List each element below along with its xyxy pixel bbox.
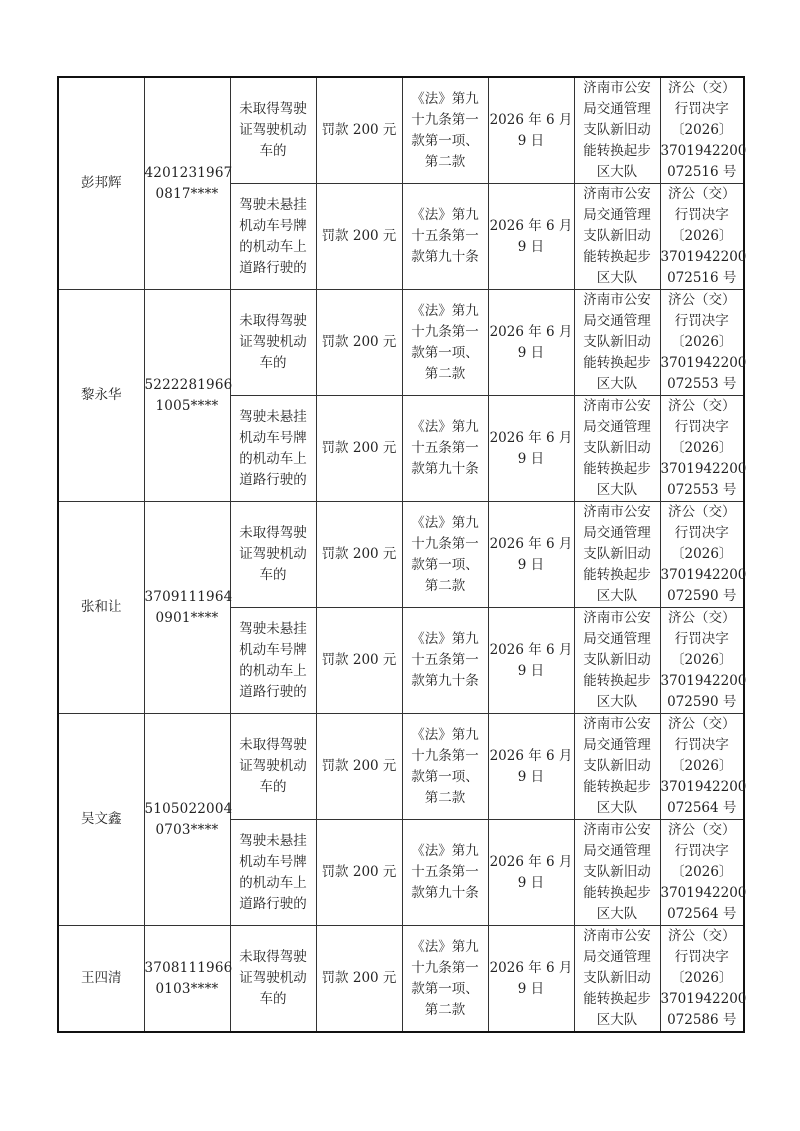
document-number-cell-line: 济公（交） [668,716,736,732]
authority-cell-line: 局交通管理 [583,313,651,329]
person-name-cell: 黎永华 [58,290,144,502]
document-number-cell-line: 3701942200 [660,355,747,371]
table-row [58,502,744,608]
authority-cell-line: 能转换起步 [583,143,651,159]
authority-cell-line: 支队新旧动 [583,122,651,138]
document-number-cell [660,820,747,926]
violation-desc-cell-line: 的机动车上 [239,874,307,891]
violation-desc-cell-line: 车的 [259,567,287,583]
law-basis-cell-line: 《法》第九 [411,843,479,859]
decision-date-cell-line: 9 日 [517,662,545,679]
violation-desc-cell-line: 的机动车上 [239,662,307,679]
authority-cell-line: 济南市公安 [583,610,651,626]
document-number-cell [660,502,747,608]
table-row [58,926,744,1033]
decision-date-cell-line: 2026 年 6 月 [489,747,573,764]
authority-cell-line: 局交通管理 [583,101,651,117]
decision-date-cell-line: 2026 年 6 月 [489,535,573,552]
id-number-cell [144,290,233,502]
document-number-cell-line: 3701942200 [660,885,747,901]
violation-desc-cell [230,926,316,1033]
decision-date-cell [488,290,574,396]
authority-cell-line: 局交通管理 [583,207,651,223]
law-basis-cell-line: 十五条第一 [411,440,479,456]
decision-date-cell-line: 2026 年 6 月 [489,217,573,234]
document-number-cell-line: 〔2026〕 [671,440,733,456]
violation-desc-cell-line: 证驾驶机动 [239,334,307,350]
law-basis-cell [402,502,488,608]
decision-date-cell [488,502,574,608]
violation-desc-cell-line: 机动车号牌 [239,853,307,870]
violation-desc-cell-line: 车的 [259,991,287,1007]
violation-desc-cell-line: 驾驶未悬挂 [239,620,307,637]
decision-date-cell-line: 9 日 [517,980,545,997]
violation-desc-cell-line: 的机动车上 [239,450,307,467]
decision-date-cell [488,184,574,290]
table-row [58,714,744,820]
id-number-cell-line: 3709111964 [144,588,233,605]
violation-desc-cell-line: 未取得驾驶 [239,313,307,329]
authority-cell [574,608,660,714]
law-basis-cell [402,290,488,396]
law-basis-cell-line: 《法》第九 [411,514,479,531]
document-number-cell-line: 济公（交） [668,928,736,944]
law-basis-cell-line: 《法》第九 [411,302,479,319]
violation-desc-cell-line: 道路行驶的 [239,259,307,276]
authority-cell [574,77,660,184]
violation-desc-cell [230,714,316,820]
document-number-cell-line: 〔2026〕 [671,334,733,350]
id-number-cell-line: 0703**** [155,821,219,838]
document-number-cell-line: 3701942200 [660,143,747,159]
id-number-cell-line: 1005**** [155,397,219,414]
authority-cell-line: 济南市公安 [583,80,651,96]
law-basis-cell-line: 《法》第九 [411,419,479,435]
authority-cell-line: 区大队 [596,1012,638,1028]
law-basis-cell-line: 第二款 [424,1001,466,1018]
law-basis-cell-line: 第二款 [424,577,466,594]
law-basis-cell-line: 款第九十条 [411,885,479,901]
authority-cell-line: 区大队 [596,482,638,498]
decision-date-cell-line: 2026 年 6 月 [489,323,573,340]
law-basis-cell-line: 款第九十条 [411,673,479,689]
document-number-cell-line: 行罚决字 [674,843,729,859]
violation-desc-cell-line: 证驾驶机动 [239,546,307,562]
decision-date-cell [488,820,574,926]
law-basis-cell-line: 十五条第一 [411,652,479,668]
decision-date-cell-line: 2026 年 6 月 [489,111,573,128]
law-basis-cell [402,714,488,820]
authority-cell-line: 支队新旧动 [583,228,651,244]
document-number-cell-line: 072564 号 [667,800,737,816]
document-number-cell-line: 〔2026〕 [671,864,733,880]
authority-cell-line: 区大队 [596,376,638,392]
violation-desc-cell-line: 驾驶未悬挂 [239,408,307,425]
authority-cell-line: 济南市公安 [583,822,651,838]
violation-desc-cell-line: 未取得驾驶 [239,949,307,965]
law-basis-cell-line: 款第一项、 [411,132,479,149]
document-number-cell-line: 行罚决字 [674,419,729,435]
law-basis-cell-line: 《法》第九 [411,938,479,955]
violation-desc-cell-line: 证驾驶机动 [239,970,307,986]
document-number-cell-line: 3701942200 [660,779,747,795]
authority-cell-line: 能转换起步 [583,567,651,583]
penalty-cell: 罚款 200 元 [316,714,402,820]
decision-date-cell-line: 9 日 [517,556,545,573]
authority-cell-line: 区大队 [596,588,638,604]
authority-cell-line: 能转换起步 [583,991,651,1007]
law-basis-cell [402,184,488,290]
document-number-cell [660,77,747,184]
violation-desc-cell [230,290,316,396]
person-name-cell: 彭邦辉 [58,77,144,290]
document-number-cell-line: 072590 号 [667,588,737,604]
authority-cell-line: 局交通管理 [583,525,651,541]
document-number-cell-line: 〔2026〕 [671,122,733,138]
authority-cell-line: 能转换起步 [583,461,651,477]
document-number-cell [660,714,747,820]
law-basis-cell-line: 《法》第九 [411,726,479,743]
law-basis-cell [402,820,488,926]
law-basis-cell-line: 款第一项、 [411,556,479,573]
violation-desc-cell [230,77,316,184]
violation-desc-cell-line: 证驾驶机动 [239,758,307,774]
law-basis-cell-line: 款第一项、 [411,344,479,361]
authority-cell-line: 能转换起步 [583,779,651,795]
penalty-cell: 罚款 200 元 [316,184,402,290]
authority-cell [574,714,660,820]
decision-date-cell-line: 9 日 [517,238,545,255]
law-basis-cell-line: 款第九十条 [411,461,479,477]
person-name-cell: 王四清 [58,926,144,1033]
violation-desc-cell-line: 证驾驶机动 [239,122,307,138]
authority-cell-line: 局交通管理 [583,949,651,965]
authority-cell-line: 能转换起步 [583,355,651,371]
law-basis-cell-line: 款第一项、 [411,980,479,997]
violation-desc-cell [230,396,316,502]
law-basis-cell [402,396,488,502]
violation-desc-cell-line: 未取得驾驶 [239,101,307,117]
violation-desc-cell-line: 驾驶未悬挂 [239,196,307,213]
document-number-cell-line: 行罚决字 [674,525,729,541]
document-number-cell [660,608,747,714]
authority-cell-line: 济南市公安 [583,504,651,520]
id-number-cell [144,714,233,926]
records-body [58,77,747,1032]
authority-cell-line: 支队新旧动 [583,440,651,456]
decision-date-cell-line: 9 日 [517,450,545,467]
id-number-cell-line: 3708111966 [144,959,233,976]
violation-desc-cell-line: 的机动车上 [239,238,307,255]
decision-date-cell-line: 2026 年 6 月 [489,853,573,870]
authority-cell-line: 区大队 [596,270,638,286]
decision-date-cell [488,77,574,184]
law-basis-cell-line: 《法》第九 [411,631,479,647]
authority-cell-line: 支队新旧动 [583,652,651,668]
document-number-cell [660,396,747,502]
law-basis-cell-line: 十五条第一 [411,228,479,244]
law-basis-cell-line: 十九条第一 [411,111,479,128]
id-number-cell-line: 4201231967 [144,164,233,181]
law-basis-cell-line: 款第一项、 [411,768,479,785]
document-number-cell-line: 济公（交） [668,292,736,308]
violation-desc-cell [230,502,316,608]
authority-cell-line: 局交通管理 [583,737,651,753]
document-number-cell-line: 〔2026〕 [671,970,733,986]
document-number-cell-line: 3701942200 [660,991,747,1007]
decision-date-cell-line: 9 日 [517,768,545,785]
decision-date-cell [488,926,574,1033]
penalty-records-table [57,76,745,1033]
law-basis-cell-line: 《法》第九 [411,207,479,223]
authority-cell-line: 济南市公安 [583,928,651,944]
document-number-cell-line: 072553 号 [667,482,737,498]
law-basis-cell-line: 款第九十条 [411,249,479,265]
penalty-cell: 罚款 200 元 [316,820,402,926]
law-basis-cell-line: 十五条第一 [411,864,479,880]
decision-date-cell-line: 9 日 [517,344,545,361]
authority-cell-line: 济南市公安 [583,398,651,414]
id-number-cell-line: 5105022004 [144,800,233,817]
violation-desc-cell-line: 车的 [259,355,287,371]
law-basis-cell-line: 十九条第一 [411,535,479,552]
law-basis-cell [402,77,488,184]
decision-date-cell [488,608,574,714]
law-basis-cell-line: 十九条第一 [411,959,479,976]
authority-cell-line: 局交通管理 [583,419,651,435]
document-number-cell-line: 3701942200 [660,461,747,477]
document-number-cell-line: 〔2026〕 [671,228,733,244]
authority-cell-line: 支队新旧动 [583,970,651,986]
document-number-cell-line: 072586 号 [667,1012,737,1028]
authority-cell [574,502,660,608]
authority-cell [574,396,660,502]
law-basis-cell-line: 十九条第一 [411,747,479,764]
id-number-cell-line: 0103**** [155,980,219,997]
authority-cell-line: 能转换起步 [583,673,651,689]
violation-desc-cell-line: 道路行驶的 [239,471,307,488]
authority-cell [574,820,660,926]
table-row [58,77,744,184]
authority-cell-line: 区大队 [596,800,638,816]
document-number-cell-line: 〔2026〕 [671,758,733,774]
id-number-cell [144,502,233,714]
violation-desc-cell-line: 驾驶未悬挂 [239,832,307,849]
authority-cell-line: 济南市公安 [583,292,651,308]
authority-cell [574,926,660,1033]
law-basis-cell-line: 《法》第九 [411,90,479,107]
table-row [58,290,744,396]
authority-cell-line: 济南市公安 [583,186,651,202]
document-number-cell [660,184,747,290]
document-number-cell-line: 〔2026〕 [671,652,733,668]
authority-cell [574,290,660,396]
document-number-cell-line: 072516 号 [667,270,737,286]
document-number-cell [660,290,747,396]
decision-date-cell-line: 9 日 [517,132,545,149]
authority-cell-line: 济南市公安 [583,716,651,732]
law-basis-cell [402,608,488,714]
person-name-cell: 张和让 [58,502,144,714]
person-name-cell: 吴文鑫 [58,714,144,926]
violation-desc-cell [230,820,316,926]
authority-cell-line: 支队新旧动 [583,334,651,350]
document-number-cell-line: 行罚决字 [674,631,729,647]
law-basis-cell-line: 第二款 [424,153,466,170]
violation-desc-cell-line: 车的 [259,143,287,159]
document-number-cell-line: 济公（交） [668,822,736,838]
penalty-cell: 罚款 200 元 [316,77,402,184]
penalty-cell: 罚款 200 元 [316,502,402,608]
authority-cell-line: 区大队 [596,694,638,710]
violation-desc-cell-line: 未取得驾驶 [239,525,307,541]
authority-cell-line: 支队新旧动 [583,758,651,774]
violation-desc-cell-line: 机动车号牌 [239,429,307,446]
decision-date-cell-line: 2026 年 6 月 [489,959,573,976]
penalty-cell: 罚款 200 元 [316,926,402,1033]
document-number-cell-line: 行罚决字 [674,949,729,965]
id-number-cell-line: 0817**** [155,185,219,202]
violation-desc-cell-line: 未取得驾驶 [239,737,307,753]
violation-desc-cell-line: 道路行驶的 [239,683,307,700]
document-number-cell [660,926,747,1033]
document-number-cell-line: 济公（交） [668,398,736,414]
law-basis-cell-line: 第二款 [424,789,466,806]
penalty-cell: 罚款 200 元 [316,608,402,714]
decision-date-cell-line: 2026 年 6 月 [489,429,573,446]
document-number-cell-line: 济公（交） [668,186,736,202]
decision-date-cell-line: 9 日 [517,874,545,891]
law-basis-cell [402,926,488,1033]
id-number-cell-line: 5222281966 [144,376,233,393]
document-number-cell-line: 济公（交） [668,80,736,96]
violation-desc-cell [230,184,316,290]
authority-cell-line: 支队新旧动 [583,864,651,880]
document-number-cell-line: 行罚决字 [674,313,729,329]
document-number-cell-line: 072590 号 [667,694,737,710]
decision-date-cell [488,396,574,502]
document-number-cell-line: 济公（交） [668,504,736,520]
penalty-cell: 罚款 200 元 [316,290,402,396]
document-number-cell-line: 072564 号 [667,906,737,922]
violation-desc-cell-line: 机动车号牌 [239,641,307,658]
authority-cell-line: 能转换起步 [583,249,651,265]
violation-desc-cell-line: 道路行驶的 [239,895,307,912]
authority-cell-line: 能转换起步 [583,885,651,901]
document-number-cell-line: 〔2026〕 [671,546,733,562]
authority-cell-line: 局交通管理 [583,631,651,647]
authority-cell-line: 区大队 [596,164,638,180]
authority-cell-line: 局交通管理 [583,843,651,859]
document-number-cell-line: 3701942200 [660,567,747,583]
document-number-cell-line: 济公（交） [668,610,736,626]
violation-desc-cell-line: 机动车号牌 [239,217,307,234]
document-number-cell-line: 3701942200 [660,673,747,689]
authority-cell-line: 支队新旧动 [583,546,651,562]
document-number-cell-line: 行罚决字 [674,207,729,223]
violation-desc-cell-line: 车的 [259,779,287,795]
authority-cell-line: 区大队 [596,906,638,922]
decision-date-cell [488,714,574,820]
decision-date-cell-line: 2026 年 6 月 [489,641,573,658]
document-number-cell-line: 3701942200 [660,249,747,265]
law-basis-cell-line: 十九条第一 [411,323,479,340]
id-number-cell [144,77,233,290]
penalty-cell: 罚款 200 元 [316,396,402,502]
authority-cell [574,184,660,290]
document-number-cell-line: 072553 号 [667,376,737,392]
id-number-cell [144,926,233,1033]
document-number-cell-line: 072516 号 [667,164,737,180]
id-number-cell-line: 0901**** [155,609,219,626]
law-basis-cell-line: 第二款 [424,365,466,382]
violation-desc-cell [230,608,316,714]
document-number-cell-line: 行罚决字 [674,101,729,117]
document-number-cell-line: 行罚决字 [674,737,729,753]
